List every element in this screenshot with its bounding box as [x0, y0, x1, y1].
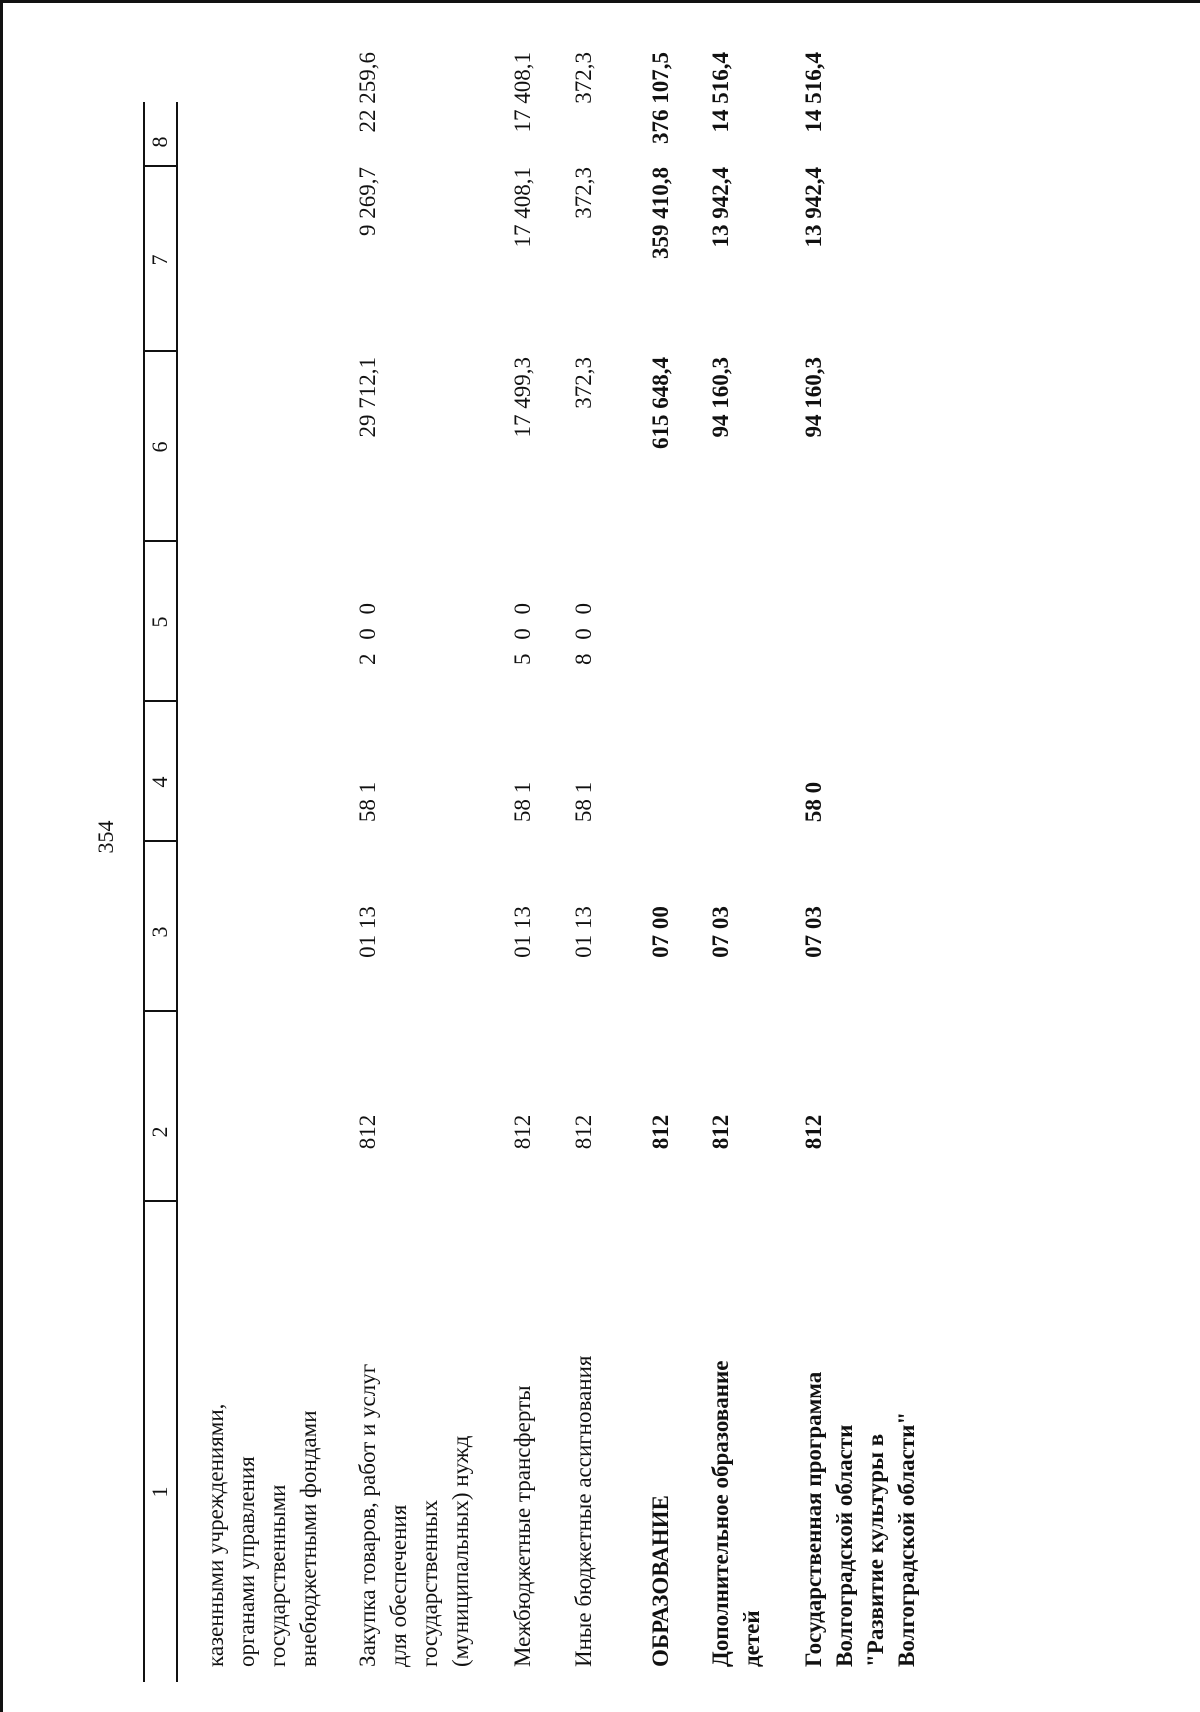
table-cell-col4: 58 1 [355, 781, 380, 823]
table-cell-col3: 07 00 [648, 906, 673, 958]
table-cell-col2: 812 [355, 1114, 380, 1150]
table-cell-col3: 01 13 [510, 906, 535, 958]
table-cell-col8: 376 107,5 [648, 52, 673, 144]
table-cell-col3: 01 13 [571, 906, 596, 958]
table-cell-col7: 13 942,4 [708, 167, 733, 248]
table-cell-col6: 372,3 [571, 357, 596, 409]
column-header-6: 6 [147, 441, 172, 453]
table-cell-col8: 372,3 [571, 52, 596, 104]
table-cell-col2: 812 [708, 1114, 733, 1150]
column-header-2: 2 [147, 1126, 172, 1138]
table-cell-col6: 615 648,4 [648, 357, 673, 449]
table-cell-col2: 812 [801, 1114, 826, 1150]
table-cell-col7: 13 942,4 [801, 167, 826, 248]
table-cell-col6: 94 160,3 [708, 357, 733, 438]
table-cell-col2: 812 [510, 1114, 535, 1150]
table-cell-col2: 812 [571, 1114, 596, 1150]
column-divider [143, 1010, 178, 1012]
column-header-3: 3 [147, 926, 172, 938]
table-row-label: Дополнительное образование детей [708, 1360, 764, 1667]
table-cell-col3: 01 13 [355, 906, 380, 958]
table-cell-col3: 07 03 [801, 906, 826, 958]
column-divider [143, 540, 178, 542]
table-cell-col6: 94 160,3 [801, 357, 826, 438]
table-cell-col8: 14 516,4 [801, 52, 826, 133]
table-cell-col7: 17 408,1 [510, 167, 535, 248]
column-divider [143, 1200, 178, 1202]
table-cell-col5: 8 0 0 [571, 599, 596, 665]
table-cell-col4: 58 0 [801, 781, 826, 823]
table-cell-col3: 07 03 [708, 906, 733, 958]
table-row-label: Иные бюджетные ассигнования [571, 1355, 596, 1667]
table-cell-col4: 58 1 [510, 781, 535, 823]
table-cell-col8: 17 408,1 [510, 52, 535, 133]
table-cell-col6: 17 499,3 [510, 357, 535, 438]
table-row-label: Закупка товаров, работ и услуг для обеспечения государственных (муниципальных) нужд [355, 1363, 473, 1667]
table-cell-col7: 359 410,8 [648, 167, 673, 259]
table-row-label: Межбюджетные трансферты [510, 1385, 535, 1667]
table-cell-col4: 58 1 [571, 781, 596, 823]
column-header-5: 5 [147, 616, 172, 628]
table-row-label: ОБРАЗОВАНИЕ [648, 1495, 673, 1667]
header-bottom-rule [176, 102, 178, 1682]
column-header-7: 7 [147, 254, 172, 266]
table-cell-col7: 372,3 [571, 167, 596, 219]
table-cell-col5: 2 0 0 [355, 599, 380, 665]
table-cell-col5: 5 0 0 [510, 599, 535, 665]
column-header-8: 8 [147, 136, 172, 148]
table-cell-col6: 29 712,1 [355, 357, 380, 438]
table-row-label: Государственная программа Волгоградской области "Развитие культуры в Волгоградской области" [801, 1371, 919, 1667]
column-divider [143, 350, 178, 352]
table-cell-col8: 22 259,6 [355, 52, 380, 133]
column-divider [143, 840, 178, 842]
table-cell-col2: 812 [648, 1114, 673, 1150]
table-cell-col7: 9 269,7 [355, 167, 380, 236]
column-header-4: 4 [147, 776, 172, 788]
table-row-label: казенными учреждениями, органами управления государственными внебюджетными фондами [203, 1403, 321, 1667]
page-number: 354 [93, 820, 118, 854]
column-header-1: 1 [147, 1486, 172, 1498]
column-divider [143, 700, 178, 702]
table-cell-col8: 14 516,4 [708, 52, 733, 133]
